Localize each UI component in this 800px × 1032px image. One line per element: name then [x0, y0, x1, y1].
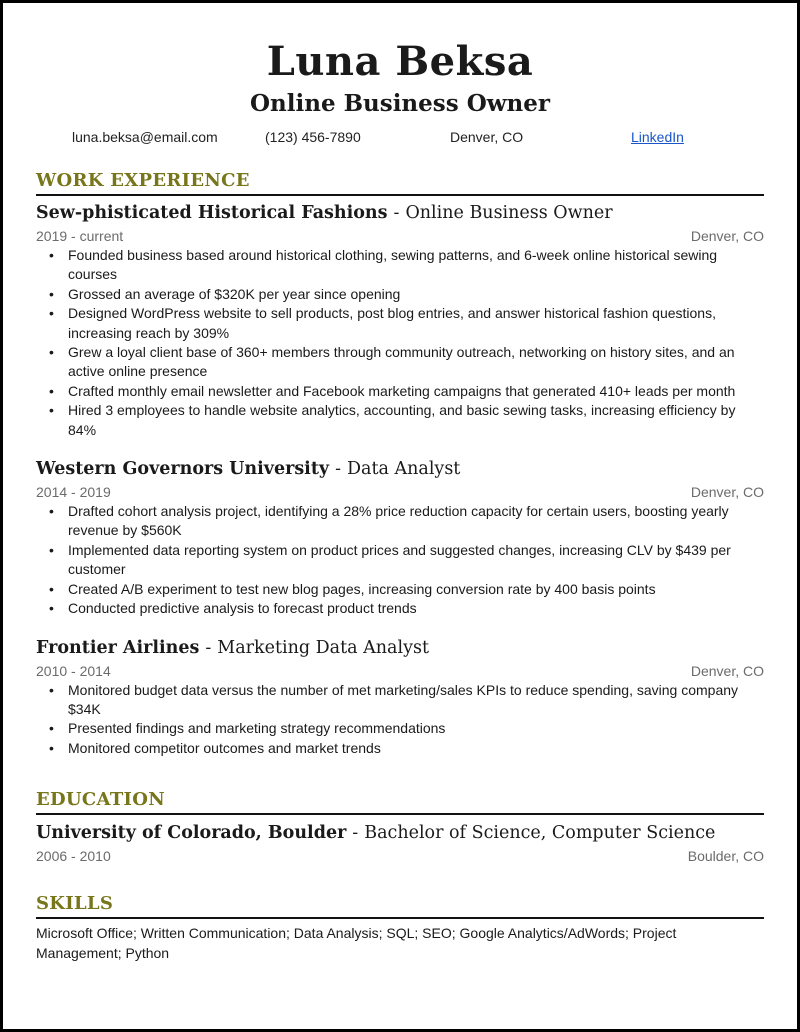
job-role: Data Analyst — [347, 459, 461, 480]
job-header — [36, 457, 764, 481]
linkedin-link[interactable]: LinkedIn — [631, 129, 684, 145]
job-company: Sew-phisticated Historical Fashions — [36, 203, 388, 223]
education-section — [36, 788, 764, 866]
job-separator: - — [393, 203, 400, 223]
job-header — [36, 636, 764, 660]
list-item: • Grossed an average of $320K per year since opening — [68, 285, 764, 304]
list-item: • Drafted cohort analysis project, identifying a 28% price reduction capacity for certain users, boosting yearly revenue by $560K — [68, 502, 764, 541]
job-header — [36, 201, 764, 225]
job-dates: 2010 - 2014 — [36, 662, 111, 679]
education-heading: EDUCATION — [36, 788, 764, 815]
candidate-name: Luna Beksa — [266, 38, 534, 85]
education-degree: Bachelor of Science, — [364, 823, 547, 844]
job-meta — [36, 482, 764, 502]
list-item: • Crafted monthly email newsletter and Facebook marketing campaigns that generated 410+ leads per month — [68, 382, 764, 401]
education-school: University of Colorado, Boulder — [36, 823, 347, 844]
job-bullets — [36, 246, 764, 440]
skills-list: Microsoft Office; Written Communication; Data Analysis; SQL; SEO; Google Analytics/AdWords; Project Management; Python — [36, 925, 677, 961]
job-role: Online Business Owner — [405, 203, 613, 223]
education-dates: 2006 - 2010 — [36, 848, 111, 865]
work-experience-section — [36, 169, 764, 758]
education-separator: - — [352, 823, 359, 844]
list-item: • Grew a loyal client base of 360+ members through community outreach, networking on history sites, and an active online presence — [68, 343, 764, 382]
contact-location: Denver, CO — [450, 129, 524, 145]
list-item: • Founded business based around historical clothing, sewing patterns, and 6-week online historical sewing courses — [68, 246, 764, 285]
list-item: • Created A/B experiment to test new blog pages, increasing conversion rate by 400 basis points — [68, 580, 764, 599]
contact-email: luna.beksa@email.com — [72, 129, 218, 145]
skills-section — [36, 892, 764, 963]
job-location: Denver, CO — [690, 228, 764, 244]
education-meta — [36, 846, 764, 866]
job-dates: 2014 - 2019 — [36, 484, 111, 501]
job-location: Denver, CO — [690, 484, 764, 501]
job-separator: - — [205, 637, 212, 658]
list-item: • Presented findings and marketing strategy recommendations — [68, 719, 764, 738]
list-item: • Hired 3 employees to handle website analytics, accounting, and basic sewing tasks, increasing efficiency by 84% — [68, 401, 764, 440]
contact-row — [36, 129, 764, 151]
candidate-title: Online Business Owner — [249, 90, 550, 117]
list-item: • Monitored budget data versus the number of met marketing/sales KPIs to reduce spending, saving company $34K — [68, 681, 764, 720]
job-role: Marketing Data Analyst — [217, 637, 429, 658]
job-company: Frontier Airlines — [36, 637, 200, 658]
job-entry — [36, 636, 764, 759]
education-location: Boulder, CO — [687, 848, 764, 865]
list-item: • Implemented data reporting system on product prices and suggested changes, increasing CLV by $439 per customer — [68, 541, 764, 580]
job-meta — [36, 661, 764, 681]
education-header — [36, 821, 764, 845]
job-separator: - — [335, 459, 341, 480]
job-location: Denver, CO — [690, 662, 764, 679]
contact-phone: (123) 456-7890 — [265, 129, 361, 145]
job-bullets — [36, 681, 764, 759]
list-item: • Conducted predictive analysis to forecast product trends — [68, 599, 764, 618]
job-entry — [36, 457, 764, 618]
skills-heading: SKILLS — [36, 892, 764, 919]
job-company: Western Governors University — [36, 459, 330, 480]
list-item: • Designed WordPress website to sell products, post blog entries, and answer historical fashion questions, increasing reach by 309% — [68, 304, 764, 343]
list-item: • Monitored competitor outcomes and market trends — [68, 739, 764, 758]
job-meta — [36, 226, 764, 246]
job-dates: 2019 - current — [36, 228, 124, 244]
job-bullets — [36, 502, 764, 618]
education-field: Computer Science — [551, 823, 716, 844]
work-experience-heading: WORK EXPERIENCE — [36, 169, 764, 196]
job-entry — [36, 201, 764, 440]
